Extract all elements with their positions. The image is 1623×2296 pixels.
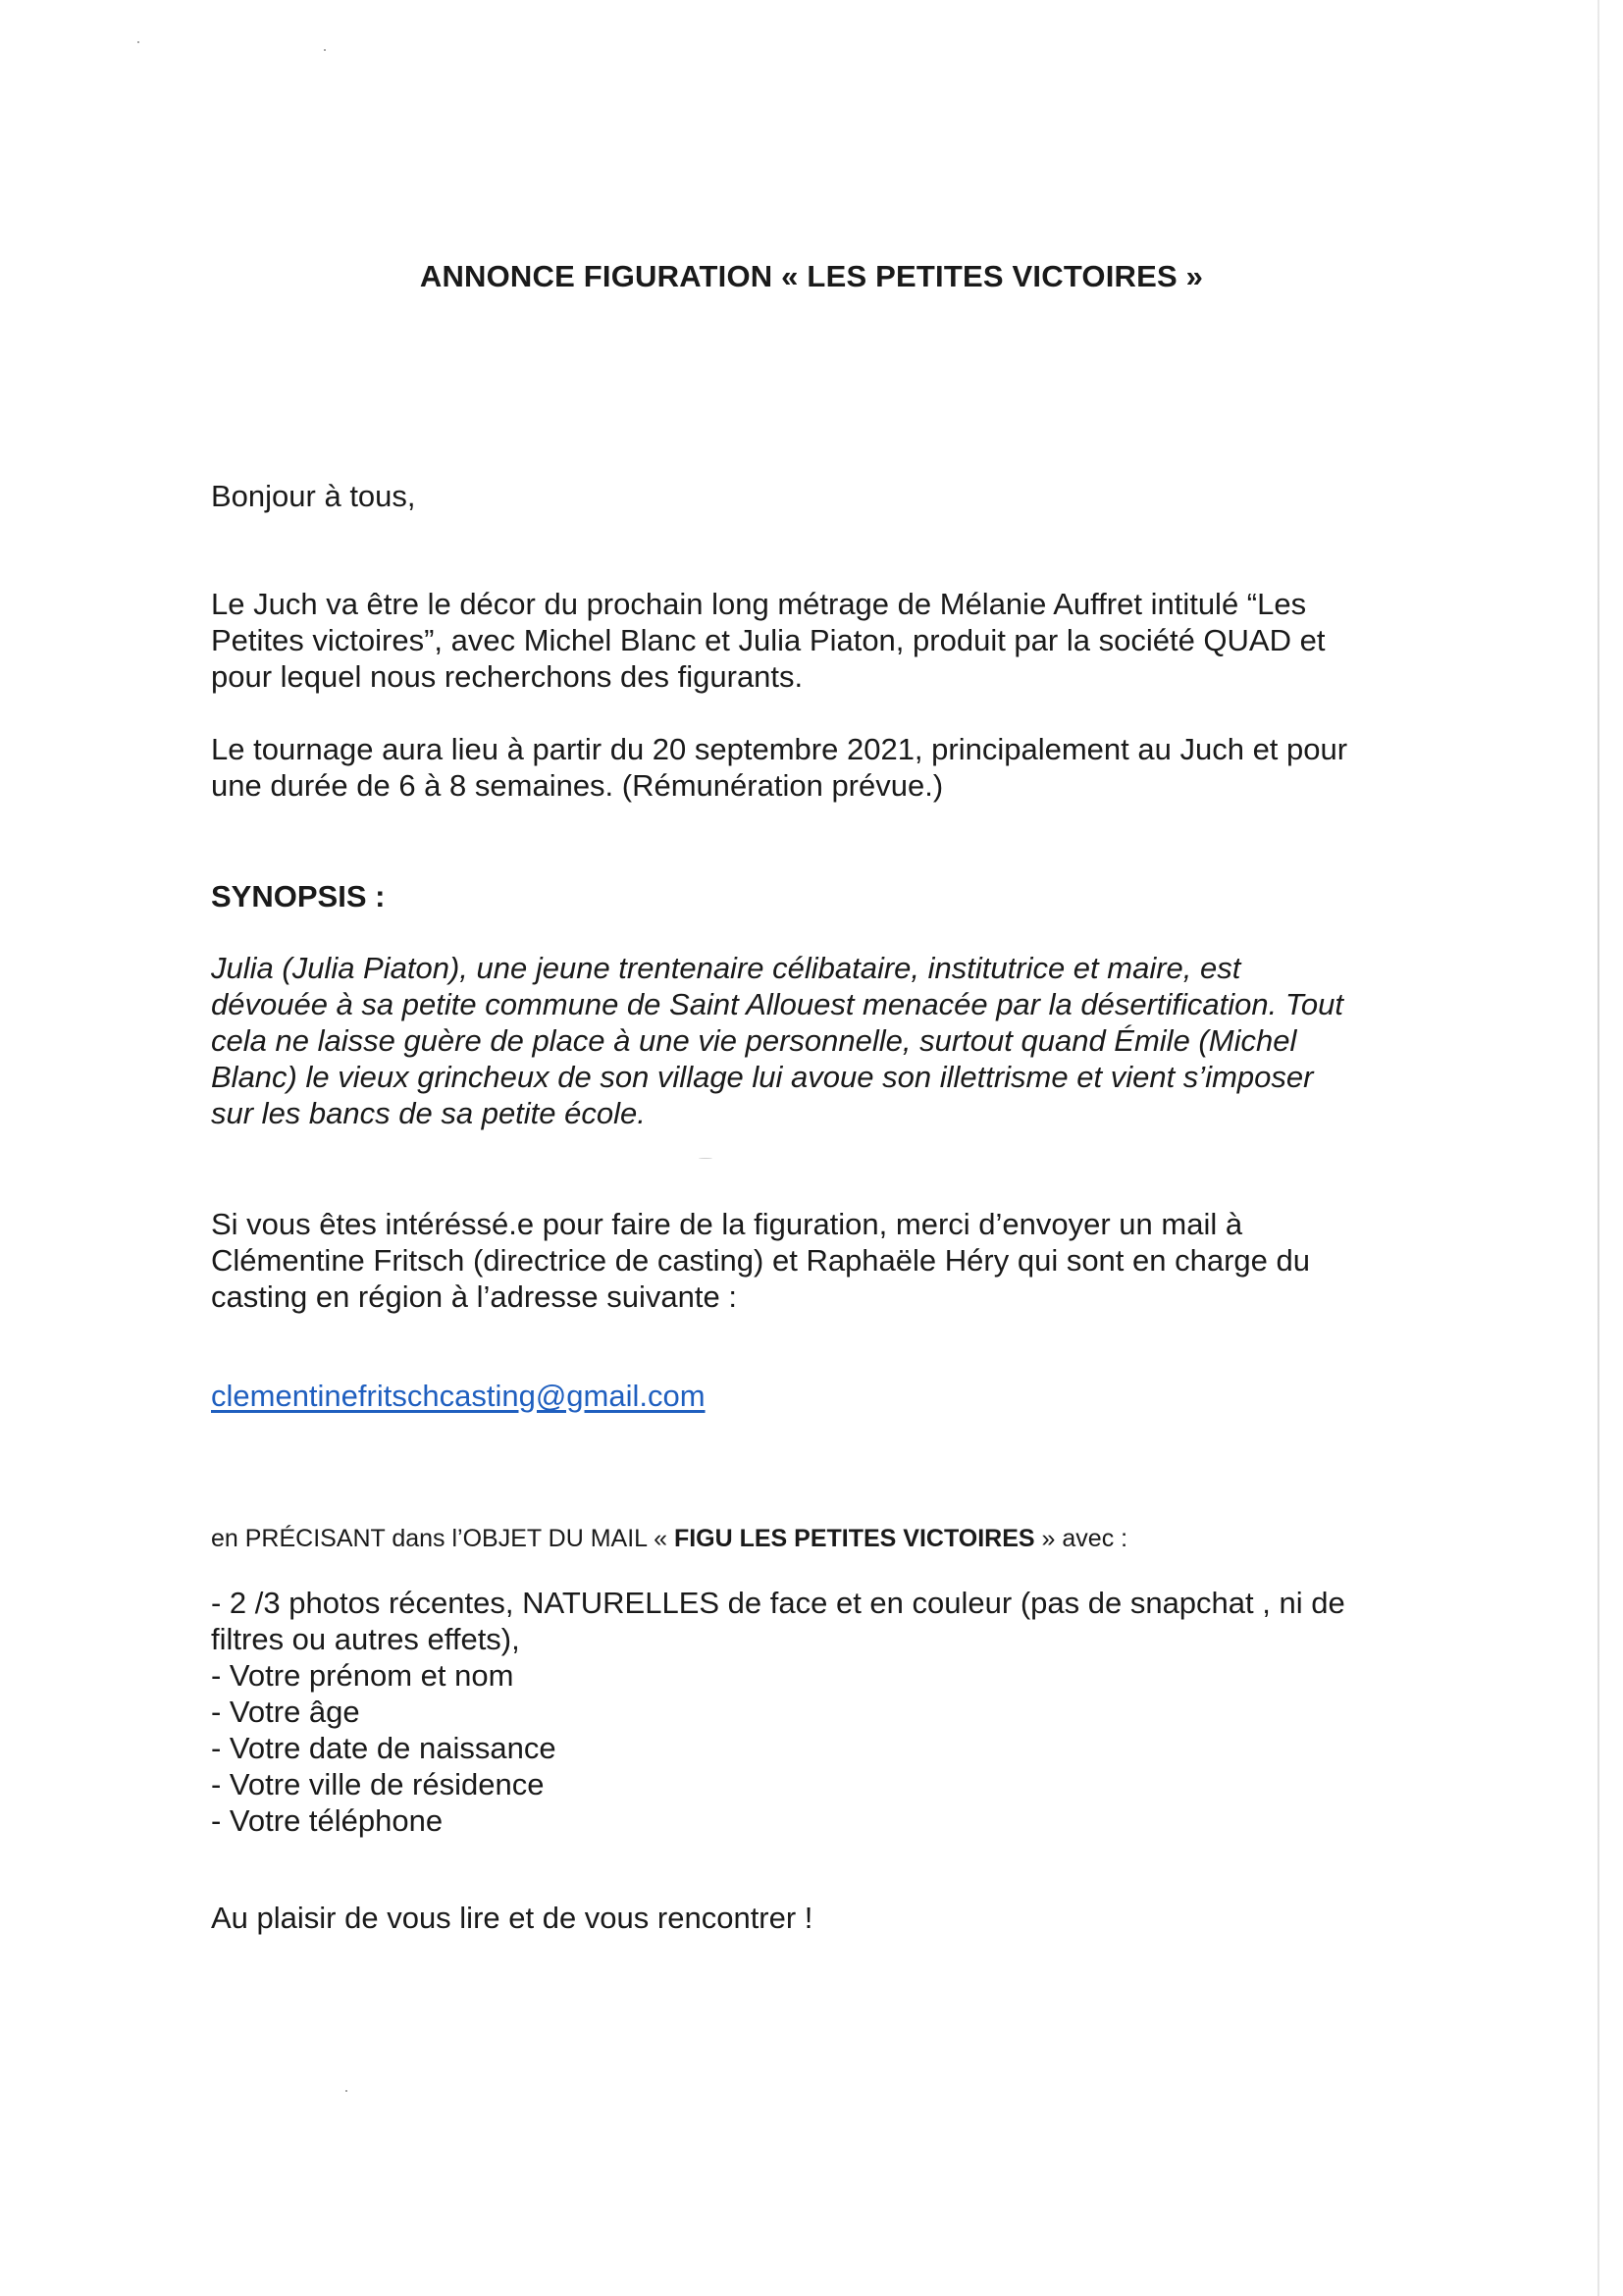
synopsis-line: cela ne laisse guère de place à une vie personnelle, surtout quand Émile (Michel — [211, 1023, 1297, 1058]
synopsis-paragraph — [211, 950, 1418, 1131]
synopsis-line: dévouée à sa petite commune de Saint Allouest menacée par la désertification. Tout — [211, 987, 1344, 1021]
list-item: - Votre prénom et nom — [211, 1658, 514, 1693]
interest-paragraph — [211, 1206, 1418, 1315]
closing-line: Au plaisir de vous lire et de vous rencontrer ! — [211, 1901, 813, 1935]
subject-prefix: en PRÉCISANT dans l’OBJET DU MAIL « — [211, 1525, 674, 1552]
interest-line: Clémentine Fritsch (directrice de casting) et Raphaële Héry qui sont en charge du — [211, 1243, 1310, 1278]
subject-suffix: » avec : — [1034, 1525, 1128, 1552]
scan-speck — [699, 1158, 712, 1159]
intro-line: pour lequel nous recherchons des figurants. — [211, 659, 804, 694]
intro-line: Petites victoires”, avec Michel Blanc et Julia Piaton, produit par la société QUAD et — [211, 623, 1326, 657]
subject-text: FIGU LES PETITES VICTOIRES — [673, 1525, 1035, 1552]
synopsis-heading: SYNOPSIS : — [211, 879, 386, 913]
interest-line: Si vous êtes intéréssé.e pour faire de la figuration, merci d’envoyer un mail à — [211, 1207, 1243, 1241]
list-item: filtres ou autres effets), — [211, 1622, 520, 1656]
interest-line: casting en région à l’adresse suivante : — [211, 1279, 737, 1314]
shooting-line: une durée de 6 à 8 semaines. (Rémunération prévue.) — [211, 768, 944, 803]
shooting-paragraph — [211, 731, 1418, 804]
subject-instruction — [211, 1525, 1127, 1553]
list-item: - 2 /3 photos récentes, NATURELLES de face et en couleur (pas de snapchat , ni de — [211, 1586, 1345, 1620]
synopsis-line: sur les bancs de sa petite école. — [211, 1096, 646, 1130]
synopsis-line: Julia (Julia Piaton), une jeune trentenaire célibataire, institutrice et maire, est — [211, 951, 1241, 985]
scan-speck — [345, 2090, 347, 2092]
shooting-line: Le tournage aura lieu à partir du 20 septembre 2021, principalement au Juch et pour — [211, 732, 1348, 766]
greeting: Bonjour à tous, — [211, 479, 416, 513]
email-link[interactable]: clementinefritschcasting@gmail.com — [211, 1379, 706, 1413]
list-item: - Votre âge — [211, 1695, 360, 1729]
page-title: ANNONCE FIGURATION « LES PETITES VICTOIRES » — [419, 259, 1204, 293]
scan-edge — [1597, 0, 1599, 2296]
scan-speck — [137, 41, 139, 43]
requirements-list — [211, 1585, 1345, 1839]
list-item: - Votre date de naissance — [211, 1731, 556, 1765]
scan-speck — [324, 49, 326, 51]
list-item: - Votre téléphone — [211, 1803, 444, 1838]
intro-line: Le Juch va être le décor du prochain long métrage de Mélanie Auffret intitulé “Les — [211, 587, 1307, 621]
list-item: - Votre ville de résidence — [211, 1767, 545, 1801]
intro-paragraph — [211, 586, 1418, 695]
synopsis-line: Blanc) le vieux grincheux de son village lui avoue son illettrisme et vient s’imposer — [211, 1060, 1314, 1094]
